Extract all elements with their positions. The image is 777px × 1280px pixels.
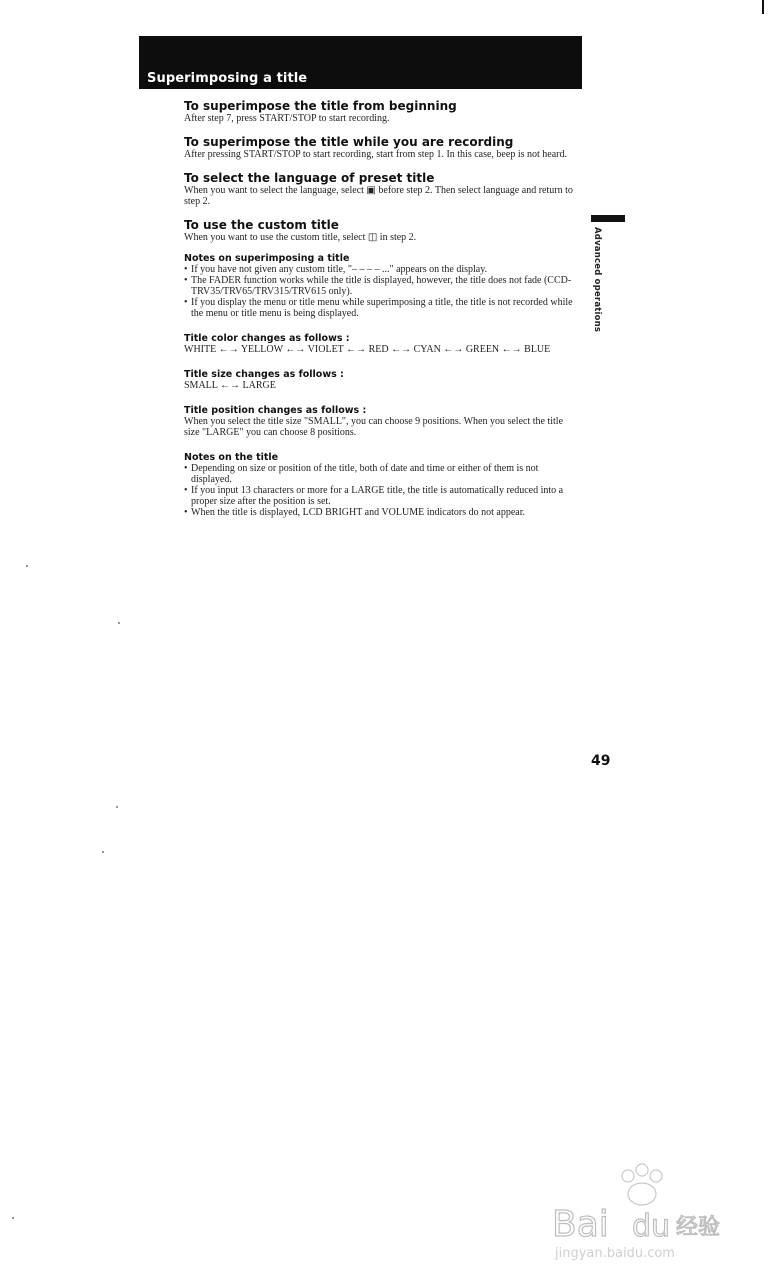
section-body: When you want to select the language, select ▣ before step 2. Then select language and return to step 2.: [184, 185, 573, 207]
section-heading: To superimpose the title from beginning: [184, 99, 457, 113]
main-content: [184, 100, 580, 518]
title-size-sequence: SMALL ←→ LARGE: [184, 380, 276, 391]
title-color-heading: Title color changes as follows :: [184, 333, 350, 344]
title-color-sequence: WHITE ←→ YELLOW ←→ VIOLET ←→ RED ←→ CYAN ←→ GREEN ←→ BLUE: [184, 344, 551, 355]
page-number: 49: [591, 753, 611, 769]
notes-heading: Notes on the title: [184, 452, 279, 463]
list-item: [184, 264, 580, 275]
svg-text:经验: 经验: [676, 1215, 721, 1240]
section-superimpose-from-beginning: [184, 100, 580, 124]
section-body: After pressing START/STOP to start recording, start from step 1. In this case, beep is not heard.: [184, 149, 567, 160]
notes-heading: Notes on superimposing a title: [184, 253, 350, 264]
section-heading: To use the custom title: [184, 218, 339, 232]
list-item-text: When the title is displayed, LCD BRIGHT and VOLUME indicators do not appear.: [191, 507, 526, 518]
section-heading: To superimpose the title while you are recording: [184, 135, 514, 149]
bullet-icon: •: [184, 485, 188, 496]
list-item-text: Depending on size or position of the title, both of date and time or either of them is not displayed.: [191, 463, 539, 485]
title-size-heading: Title size changes as follows :: [184, 369, 344, 380]
side-tab-label: Advanced operations: [592, 227, 602, 333]
bullet-icon: •: [184, 507, 188, 518]
notes-superimposing: [184, 253, 580, 319]
notes-list: [184, 463, 580, 518]
scan-speck: [116, 806, 118, 808]
list-item-text: If you have not given any custom title, "– – – – ..." appears on the display.: [191, 264, 488, 275]
section-superimpose-while-recording: [184, 136, 580, 160]
section-body: When you want to use the custom title, select ◫ in step 2.: [184, 232, 417, 243]
title-position-section: [184, 405, 580, 438]
title-position-body: When you select the title size "SMALL", you can choose 9 positions. When you select the title size "LARGE" you can choose 8 positions.: [184, 416, 564, 438]
side-tab-bar: [591, 215, 625, 222]
svg-text:Bai: Bai: [552, 1204, 609, 1245]
svg-text:du: du: [632, 1209, 671, 1244]
title-position-heading: Title position changes as follows :: [184, 405, 367, 416]
banner-title: Superimposing a title: [147, 71, 308, 86]
bullet-icon: •: [184, 463, 188, 474]
list-item: [184, 507, 580, 518]
section-banner: [139, 36, 582, 89]
scan-speck: [118, 622, 120, 624]
scan-speck: [26, 565, 28, 567]
list-item-text: If you display the menu or title menu while superimposing a title, the title is not recorded while the menu or title menu is being displayed.: [191, 297, 573, 319]
list-item: [184, 463, 580, 485]
scan-speck: [102, 851, 104, 853]
section-heading: To select the language of preset title: [184, 171, 435, 185]
section-body: After step 7, press START/STOP to start recording.: [184, 113, 390, 124]
list-item-text: If you input 13 characters or more for a LARGE title, the title is automatically reduced into a proper size after the position is set.: [191, 485, 564, 507]
title-color-section: [184, 333, 580, 355]
list-item-text: The FADER function works while the title is displayed, however, the title does not fade (CCD-TRV35/TRV65/TRV315/TRV615 only).: [191, 275, 572, 297]
section-select-language: [184, 172, 580, 207]
bullet-icon: •: [184, 275, 188, 286]
list-item: [184, 485, 580, 507]
notes-title: [184, 452, 580, 518]
list-item: [184, 297, 580, 319]
scan-speck: [12, 1217, 14, 1219]
notes-list: [184, 264, 580, 319]
bullet-icon: •: [184, 297, 188, 308]
list-item: [184, 275, 580, 297]
title-size-section: [184, 369, 580, 391]
watermark-url: jingyan.baidu.com: [555, 1246, 675, 1261]
section-custom-title: [184, 219, 580, 243]
bullet-icon: •: [184, 264, 188, 275]
corner-crop-mark: [762, 0, 764, 14]
